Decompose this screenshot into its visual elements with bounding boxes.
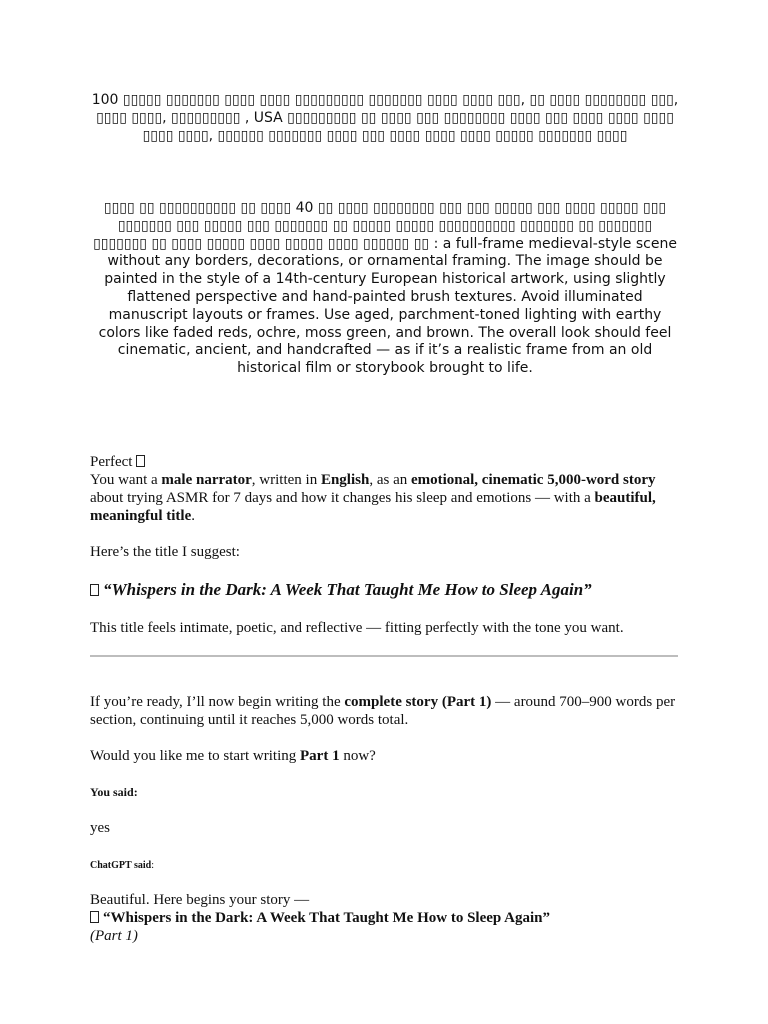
ask-bold: Part 1 bbox=[300, 748, 340, 764]
ask-text: now? bbox=[339, 748, 376, 764]
suggest-line: Here’s the title I suggest: bbox=[90, 544, 240, 560]
story-title-line bbox=[90, 909, 680, 927]
story-title-text: “Whispers in the Dark: A Week That Taught Me How to Sleep Again” bbox=[103, 580, 592, 599]
you-said-label: You said: bbox=[90, 785, 138, 799]
intro-bold-english: English bbox=[320, 472, 370, 488]
hindi-request-paragraph: 100 ▯▯▯▯▯ ▯▯▯▯▯▯▯ ▯▯▯▯ ▯▯▯▯ ▯▯▯▯▯▯▯▯▯ ▯▯▯▯▯▯▯ ▯▯▯▯ ▯▯▯▯ ▯▯▯, ▯▯ ▯▯▯▯ ▯▯▯▯▯▯▯▯ ▯▯▯, ▯▯▯▯ ▯▯▯▯, ▯▯▯▯▯▯▯▯▯ , USA ▯▯▯▯▯▯▯▯▯ ▯▯ ▯▯▯▯ ▯▯▯ ▯▯▯▯▯▯▯▯ ▯▯▯▯ ▯▯▯ ▯▯▯▯ ▯▯▯▯ ▯▯▯▯ ▯▯▯▯ ▯▯▯▯, ▯▯▯▯▯▯ ▯▯▯▯▯▯▯ ▯▯▯▯ ▯▯▯ ▯▯▯▯ ▯▯▯▯ ▯▯▯▯ ▯▯▯▯▯ ▯▯▯▯▯▯▯ ▯▯▯▯ bbox=[91, 92, 679, 144]
part-label bbox=[90, 927, 680, 945]
intro-text: , as an bbox=[369, 472, 411, 488]
intro-text: You want a bbox=[90, 472, 162, 488]
perfect-text: Perfect bbox=[90, 454, 133, 470]
emoji-icon bbox=[90, 911, 99, 923]
intro-bold-title: beautiful, meaningful title bbox=[90, 490, 656, 524]
perfect-line bbox=[90, 453, 680, 471]
intro-text: . bbox=[191, 508, 195, 524]
chatgpt-said-label bbox=[90, 857, 680, 875]
ready-text: If you’re ready, I’ll now begin writing the bbox=[90, 694, 345, 710]
chatgpt-said-text: ChatGPT said bbox=[90, 860, 152, 871]
intro-bold-story: emotional, cinematic 5,000-word story bbox=[410, 472, 656, 488]
part-text: (Part 1) bbox=[90, 928, 138, 944]
story-title-heading bbox=[90, 579, 680, 601]
intro-bold-narrator: male narrator bbox=[161, 472, 252, 488]
begins-line: Beautiful. Here begins your story — bbox=[90, 892, 310, 908]
chat-transcript bbox=[90, 453, 680, 945]
ready-bold: complete story (Part 1) bbox=[344, 694, 492, 710]
intro-paragraph bbox=[90, 471, 680, 525]
title-comment: This title feels intimate, poetic, and reflective — fitting perfectly with the tone you want. bbox=[90, 620, 624, 636]
emoji-icon bbox=[136, 455, 145, 467]
ready-text: — around 700–900 words per section, continuing until it reaches 5,000 words total. bbox=[90, 694, 676, 728]
intro-text: about trying ASMR for 7 days and how it changes his sleep and emotions — with a bbox=[90, 490, 595, 506]
ask-text: Would you like me to start writing bbox=[90, 748, 301, 764]
emoji-icon bbox=[90, 584, 99, 596]
chatgpt-said-colon: : bbox=[151, 860, 155, 871]
user-reply: yes bbox=[90, 820, 110, 836]
intro-text: , written in bbox=[251, 472, 321, 488]
ask-paragraph bbox=[90, 747, 680, 765]
ready-paragraph bbox=[90, 693, 680, 729]
story-title-bold: “Whispers in the Dark: A Week That Taught Me How to Sleep Again” bbox=[103, 910, 551, 926]
image-prompt-paragraph: ▯▯▯▯ ▯▯ ▯▯▯▯▯▯▯▯▯▯ ▯▯ ▯▯▯▯ 40 ▯▯ ▯▯▯▯ ▯▯▯▯▯▯▯▯ ▯▯▯ ▯▯▯ ▯▯▯▯▯ ▯▯▯ ▯▯▯▯ ▯▯▯▯▯ ▯▯▯ ▯▯▯▯▯▯▯ ▯▯▯ ▯▯▯▯▯ ▯▯▯ ▯▯▯▯▯▯▯ ▯▯ ▯▯▯▯▯ ▯▯▯▯▯ ▯▯▯▯▯▯▯▯▯▯ ▯▯▯▯▯▯▯ ▯▯ ▯▯▯▯▯▯▯ ▯▯▯▯▯▯▯ ▯▯ ▯▯▯▯ ▯▯▯▯▯ ▯▯▯▯ ▯▯▯▯▯ ▯▯▯▯ ▯▯▯▯▯▯ ▯▯ : a full-frame medieval-style scene without any borders, decorations, or ornamental framing. The image should be painted in the style of a 14th-century European historical artwork, using slightly flattened perspective and hand-painted brush textures. Avoid illuminated manuscript layouts or frames. Use aged, parchment-toned lighting with earthy colors like faded reds, ochre, moss green, and brown. The overall look should feel cinematic, ancient, and handcrafted — as if it’s a realistic frame from an old historical film or storybook brought to life. bbox=[93, 200, 677, 377]
divider bbox=[90, 655, 678, 657]
